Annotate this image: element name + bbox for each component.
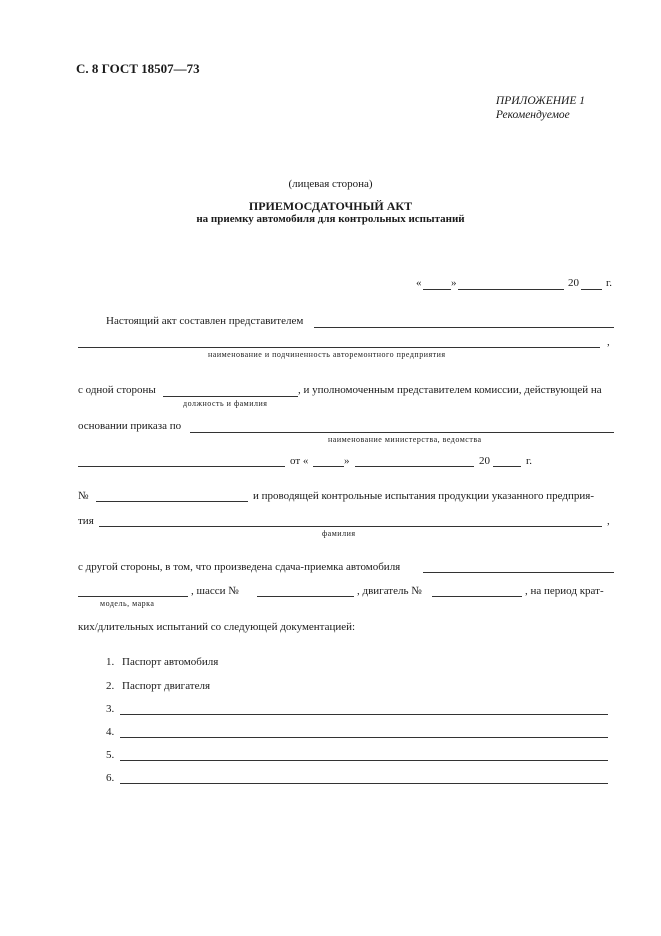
ministry-blank[interactable]	[190, 432, 614, 433]
vehicle-blank[interactable]	[423, 572, 614, 573]
engine-text: , двигатель №	[357, 585, 422, 597]
date-open-quote: «	[416, 277, 422, 289]
date-year-suffix: г.	[606, 277, 613, 289]
from-text: от «	[290, 455, 309, 467]
appendix-block	[496, 94, 585, 122]
doc-item-3-num: 3.	[106, 703, 115, 715]
doc-item-2-num: 2.	[106, 680, 115, 692]
doc-item-6-num: 6.	[106, 772, 115, 784]
from-close-quote: »	[344, 455, 350, 467]
hint-position: должность и фамилия	[183, 399, 268, 408]
appendix-title: ПРИЛОЖЕНИЕ 1	[495, 95, 585, 107]
order-year-prefix: 20	[479, 455, 490, 467]
surname-comma: ,	[607, 515, 610, 527]
engine-blank[interactable]	[432, 596, 522, 597]
chassis-text: , шасси №	[191, 585, 239, 597]
chassis-blank[interactable]	[257, 596, 354, 597]
doc-item-5-num: 5.	[106, 749, 115, 761]
doc-item-4-num: 4.	[106, 726, 115, 738]
doc-item-4-blank[interactable]	[120, 737, 608, 738]
hint-enterprise: наименование и подчиненность авторемонтного предприятия	[208, 350, 446, 359]
document-title: ПРИЕМОСДАТОЧНЫЙ АКТ	[248, 199, 413, 213]
position-blank[interactable]	[163, 396, 298, 397]
date-day-blank[interactable]	[423, 289, 451, 290]
order-month-blank[interactable]	[355, 466, 474, 467]
one-side-text: с одной стороны	[78, 384, 156, 396]
period-text: , на период крат-	[525, 585, 604, 597]
document-subtitle: на приемку автомобиля для контрольных испытаний	[196, 213, 465, 225]
enterprise-comma: ,	[607, 336, 610, 348]
enterprise-blank[interactable]	[78, 347, 600, 348]
hint-ministry: наименование министерства, ведомства	[328, 435, 482, 444]
representative-blank[interactable]	[314, 327, 614, 328]
surname-blank[interactable]	[99, 526, 602, 527]
doc-item-2-label: Паспорт двигателя	[122, 680, 211, 692]
model-blank[interactable]	[78, 596, 188, 597]
order-day-blank[interactable]	[313, 466, 344, 467]
composed-text: Настоящий акт составлен представителем	[106, 315, 304, 327]
number-sign: №	[78, 490, 89, 502]
doc-item-3-blank[interactable]	[120, 714, 608, 715]
number-blank[interactable]	[96, 501, 248, 502]
page-header: С. 8 ГОСТ 18507—73	[76, 61, 200, 76]
docs-intro-text: ких/длительных испытаний со следующей документацией:	[78, 621, 356, 633]
doc-item-6-blank[interactable]	[120, 783, 608, 784]
order-year-suffix: г.	[526, 455, 533, 467]
other-side-text: с другой стороны, в том, что произведена сдача-приемка автомобиля	[78, 561, 401, 573]
date-year-blank[interactable]	[581, 289, 602, 290]
conducting-text: и проводящей контрольные испытания продукции указанного предприя-	[253, 490, 594, 502]
order-blank[interactable]	[78, 466, 285, 467]
date-close-quote: »	[451, 277, 457, 289]
doc-item-1-num: 1.	[106, 656, 115, 668]
date-year-prefix: 20	[568, 277, 579, 289]
appendix-status: Рекомендуемое	[495, 109, 570, 121]
hint-model: модель, марка	[100, 599, 155, 608]
hint-surname: фамилия	[322, 529, 356, 538]
doc-item-5-blank[interactable]	[120, 760, 608, 761]
side-note: (лицевая сторона)	[288, 178, 373, 190]
order-basis-text: основании приказа по	[78, 420, 182, 432]
doc-item-1-label: Паспорт автомобиля	[122, 656, 219, 668]
order-year-blank[interactable]	[493, 466, 521, 467]
date-month-blank[interactable]	[458, 289, 564, 290]
authorized-text: , и уполномоченным представителем комиссии, действующей на	[298, 384, 602, 396]
tiya-text: тия	[78, 515, 94, 527]
